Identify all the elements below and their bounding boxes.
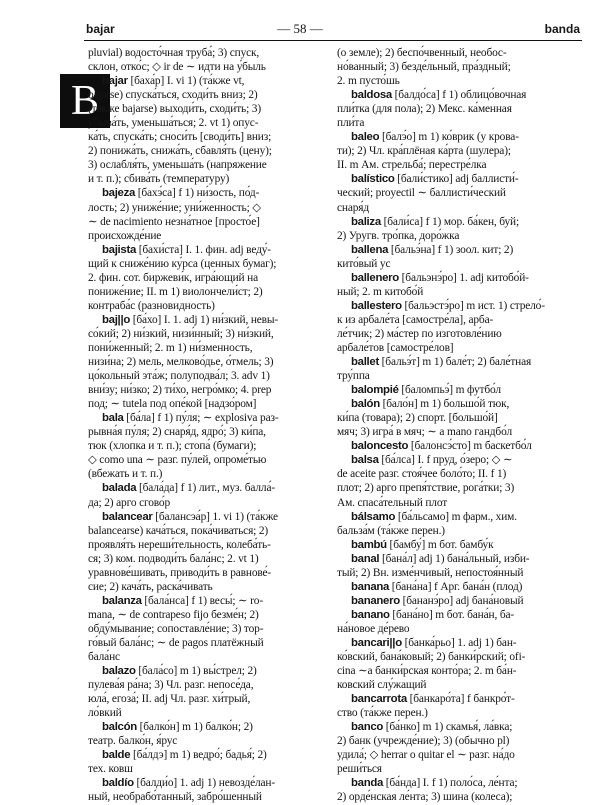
entry-text: сие; 2) кача́ть, раска́чивать [88,580,213,593]
entry-line [337,411,583,425]
entry-text: [бахэ́са] f 1) ни́зость, по́д- [137,187,260,200]
entry-text: бальза́м (та́кже перен.) [337,524,445,537]
entry-text: ко́вский, бана́ковый; 2) банки́рский; ofi- [337,651,526,664]
entry-line [337,538,583,552]
entry-headword: balón [351,398,380,411]
entry-text: мяч; 3) игра́ в мяч; ∼ a mano гандбо́л [337,426,512,439]
entry-text: [балко́н] m 1) балко́н; 2) [139,721,253,734]
entry-line [337,594,583,608]
entry-text: [балансэа́р] 1. vi 1) (та́кже [155,510,278,523]
entry-line [337,102,583,116]
entry-line [88,734,326,748]
entry-text: [ба́нда] I. f 1) поло́са, ле́нта; [385,777,518,790]
entry-line [88,636,326,650]
entry-line [337,172,583,186]
dictionary-entry [337,720,583,776]
entry-line [88,215,326,229]
entry-line [88,439,326,453]
entry-text: происхожде́ние [88,229,162,242]
entry-line [337,580,583,594]
entry-line [337,341,583,355]
entry-text: [бана́л] adj 1) бана́льный, изби- [381,552,530,565]
entry-text: да; 2) арго сгово́р [88,496,171,509]
entry-text: [бальэнэ́ро] 1. adj китобо́й- [401,271,529,284]
dictionary-entry [337,776,583,804]
entry-line [88,313,326,327]
entry-line [337,748,583,762]
entry-line [88,664,326,678]
entry-text: контраба́с (разновидность) [88,299,215,312]
entry-text: [ба́нко] m 1) скамья́, ла́вка; [385,721,513,734]
entry-text: ле́тчик; 2) ма́стер по изготовле́нию [337,327,502,340]
dictionary-entry [88,46,326,74]
entry-line [88,186,326,200]
entry-line [88,46,326,60]
entry-text: удила́; ◇ herrar o quitar el ∼ разг. на́до [337,749,515,762]
entry-text: 2. фин. сот. биржеви́к, игра́ющий на [88,271,259,284]
dictionary-entry [337,608,583,636]
entry-line [337,144,583,158]
entry-line [88,341,326,355]
entry-text: тый; 2) Вн. изме́нчивый, непостоя́нный [337,566,524,579]
entry-text: на́новое де́рево [337,622,410,635]
entry-line [88,299,326,313]
entry-text: [бамбу́] m бот. бамбу́к [389,538,494,551]
entry-text: [баха́р] I. vi 1) (та́кже vt, [130,75,245,88]
entry-line [337,496,583,510]
entry-line [337,201,583,215]
entry-text: [ба́хо] I. 1. adj 1) ни́зкий, невы- [132,313,279,326]
entry-headword: balanza [102,594,142,607]
entry-line [337,186,583,200]
entry-text: 2) Уругв. тро́пка, доро́жка [337,229,460,242]
dictionary-entry [88,594,326,664]
entry-line [88,524,326,538]
entry-text: снаря́д [337,201,370,214]
entry-line [337,734,583,748]
entry-line [337,383,583,397]
dictionary-entry [88,243,326,313]
dictionary-entry [88,74,326,186]
entry-text: balancearse) кача́ться, пока́чиваться; 2) [88,524,269,537]
entry-headword: baloncesto [351,440,409,453]
dictionary-entry [88,664,326,720]
entry-line [88,355,326,369]
dictionary-entry [337,88,583,130]
dictionary-entry [337,355,583,383]
entry-line [337,706,583,720]
entry-headword: banano [351,608,390,621]
dictionary-entry [337,552,583,580]
entry-line [337,285,583,299]
entry-text: пулева́я ра́на; 3) Чл. разг. непосе́да, [88,679,254,692]
entry-line [88,467,326,481]
entry-line [337,439,583,453]
entry-text: ческий; proyectil ∼ баллисти́ческий [337,187,506,200]
entry-text: со́кий; 2) ни́зкий, низи́нный; 3) ни́зкий, [88,327,274,340]
entry-line [337,481,583,495]
entry-headword: ballestero [351,299,402,312]
entry-headword: bananero [351,594,400,607]
entry-headword: baleo [351,131,380,144]
entry-line [88,172,326,186]
header-right-guide-word: banda [544,22,580,36]
entry-text: [бали́стико] adj баллисти́- [397,173,519,186]
dictionary-entry [337,636,583,692]
entry-text: de aceite разг. стоя́чее боло́то; II. f 1) [337,468,507,481]
entry-text: театр. балко́н, я́рус [88,735,178,748]
dictionary-entry [337,271,583,299]
entry-line [88,706,326,720]
entry-line [337,60,583,74]
entry-text: [бали́са] f 1) мор. ба́кен, буй; [383,215,520,228]
entry-line [88,566,326,580]
entry-text: тюк (хлопка и т. п.); стопа́ (бумаги); [88,440,257,453]
entry-text: ◇ como una ∼ разг. пу́лей, опроме́тью [88,454,267,467]
entry-text: пли́тка (для пола); 2) Мекс. ка́менная [337,103,512,116]
entry-line [88,538,326,552]
entry-headword: bambú [351,538,387,551]
entry-line [88,580,326,594]
entry-line [337,271,583,285]
dictionary-entry [337,383,583,397]
dictionary-entry [88,748,326,776]
entry-text: тех. ковш [88,763,133,776]
entry-line [337,636,583,650]
dictionary-entry [337,538,583,552]
entry-headword: balompié [351,384,399,397]
entry-text: cina ∼a банки́рская конто́ра; 2. m ба́н- [337,665,517,678]
entry-text: го́вый бала́нс; ∼ de pagos платёжный [88,636,264,649]
entry-text: II. m Ам. стрельба́; перестре́лка [337,159,487,172]
entry-text: тру́ппа [337,370,370,383]
entry-text: pluvial) водосто́чная труба́; 3) спуск, [88,47,260,59]
entry-line [337,327,583,341]
entry-text: [бананэ́ро] adj бана́новый [402,594,524,607]
entry-text: 2. m пусто́шь [337,75,400,88]
entry-line [337,299,583,313]
entry-line [337,467,583,481]
entry-line [88,411,326,425]
entry-line [337,229,583,243]
entry-headword: banal [351,552,380,565]
page-number: — 58 — [277,21,323,36]
entry-line [88,678,326,692]
entry-text: [бана́но] m бот. бана́н, ба- [392,608,515,621]
dictionary-entry [337,397,583,439]
entry-text: и т. п.); сбива́ть (температуру) [88,173,230,186]
entry-headword: balístico [351,173,395,186]
entry-headword: baldosa [351,89,392,102]
entry-text: кито́вый ус [337,257,391,270]
entry-line [337,369,583,383]
entry-text: [балэ́о] m 1) ко́врик (у крова- [381,131,519,144]
entry-text: рывна́я пу́ля; 2) снаря́д, ядро́; 3) ки́па, [88,426,266,439]
entry-line [88,102,326,116]
dictionary-entry [88,186,326,242]
entry-text: [банка́рьо] 1. adj 1) бан- [404,636,517,649]
entry-text: пониже́ние; II. m 1) виолончели́ст; 2) [88,285,263,298]
entry-headword: baj||o [102,313,130,326]
entry-text: ло́вкий [88,707,122,720]
entry-text: проявля́ть нереши́тельность, колеба́ть- [88,538,271,551]
entry-line [88,608,326,622]
entry-text: [бахи́ста] I. 1. фин. adj веду́- [138,243,271,256]
entry-text: [ба́льсамо] m фарм., хим. [397,510,517,523]
entry-text: юла́, егоза́; II. adj Чл. разг. хи́трый, [88,693,251,706]
entry-text: низи́на; 2) мель, мелково́дье, о́тмель; 3) [88,356,274,369]
entry-text: [бальэ́т] m 1) бале́т; 2) бале́тная [381,356,532,369]
entry-headword: bancari||o [351,636,402,649]
entry-line [88,243,326,257]
entry-line [337,692,583,706]
entry-text: 2) орде́нская ле́нта; 3) шина (колеса); [337,791,513,804]
dictionary-entry [337,692,583,720]
entry-text: ся; 3) ком. подводи́ть бала́нс; 2. vt 1) [88,552,259,565]
entry-headword: balsa [351,454,379,467]
entry-line [337,74,583,88]
entry-text: пони́женный; 2. m 1) ни́зменность, [88,341,253,354]
entry-line [88,158,326,172]
entry-line [337,257,583,271]
entry-text: [бало́н] m 1) большо́й тюк, [382,398,510,411]
entry-text: обду́мывание; сопоставле́ние; 3) тор- [88,622,264,635]
entry-text: вни́зу; ни́зко; 2) ти́хо, негро́мко; 4. prep [88,384,272,397]
header-rule [84,40,582,41]
entry-line [88,271,326,285]
entry-line [88,285,326,299]
entry-headword: bajeza [102,187,136,200]
entry-line [337,664,583,678]
dictionary-entry [88,313,326,411]
entry-headword: balde [102,749,131,762]
entry-text: плот; 2) арго препя́тствие, рога́тки; 3) [337,482,515,495]
entry-headword: banco [351,721,384,734]
entry-text: ки́па (товара); 2) спорт. [большо́й] [337,412,498,425]
entry-line [337,46,583,60]
entry-text: [ба́лса] I. f пруд, о́зеро; ◇ ∼ [381,454,513,467]
entry-line [88,594,326,608]
entry-headword: bajista [102,243,136,256]
entry-text: bajarse) спуска́ться, сходи́ть вниз; 2) [88,89,258,102]
entry-text: ка́ть, спуска́ть; сноси́ть [своди́ть] вниз; [88,131,272,144]
entry-line [88,130,326,144]
entry-line [337,355,583,369]
entry-line [88,383,326,397]
entry-text: к из арбале́та [самостре́ла], арба- [337,313,494,326]
dictionary-entry [337,243,583,271]
entry-line [88,229,326,243]
entry-line [88,88,326,102]
entry-text: убыва́ть, уменьша́ться; 2. vt 1) опус- [88,117,259,130]
entry-text: склон, отко́с; ◇ ir de ∼ идти на у́быль [88,61,266,74]
entry-headword: balazo [102,665,136,678]
dictionary-entry [337,510,583,538]
entry-line [88,776,326,790]
entry-text: [бальэ́на] f 1) зоол. кит; 2) [390,243,514,256]
dictionary-entry [88,411,326,481]
entry-text: [бала́да] f 1) лит., муз. балла́- [139,482,276,495]
entry-text: арбале́тов [самостре́лов] [337,341,454,354]
left-column [88,46,326,804]
dictionary-entry [337,215,583,243]
entry-headword: baldío [102,777,134,790]
entry-line [88,397,326,411]
entry-text: ный, необрабо́танный, забро́шенный [88,791,262,804]
entry-text: лость; 2) униже́ние; уни́женность; ◇ [88,201,261,214]
entry-line [337,158,583,172]
entry-line [337,790,583,804]
entry-text: реши́ться [337,763,382,776]
entry-text: [ба́ла] f 1) пу́ля; ∼ explosiva раз- [126,412,279,425]
dictionary-entry [337,439,583,453]
entry-line [88,692,326,706]
entry-line [337,510,583,524]
dictionary-entry [88,776,326,804]
entry-line [88,552,326,566]
entry-headword: bajar [102,75,128,88]
entry-line [88,74,326,88]
entry-line [88,762,326,776]
dictionary-entry [337,299,583,355]
entry-line [88,425,326,439]
entry-text: [бала́со] m 1) вы́стрел; 2) [138,665,257,678]
entry-line [88,720,326,734]
entry-text: mana, ∼ de contrapeso fijo безме́н; 2) [88,608,259,621]
entry-line [337,776,583,790]
entry-line [88,496,326,510]
entry-text: под; ∼ tutela под опе́кой [надзо́ром] [88,398,257,411]
entry-line [88,790,326,804]
entry-text: [балонсэ́сто] m баскетбо́л [410,440,532,453]
entry-line [337,215,583,229]
entry-line [88,144,326,158]
entry-line [88,369,326,383]
entry-line [337,552,583,566]
entry-line [88,748,326,762]
entry-line [337,622,583,636]
entry-line [337,524,583,538]
dictionary-entry [337,130,583,172]
entry-text: бала́нс [88,651,120,664]
entry-text: пли́та [337,117,365,130]
dictionary-entry [337,172,583,214]
entry-text: [балди́о] 1. adj 1) невозде́лан- [136,777,276,790]
entry-line [337,243,583,257]
entry-line [337,650,583,664]
entry-line [337,425,583,439]
dictionary-entry [337,594,583,608]
entry-line [337,678,583,692]
entry-headword: ballena [351,243,389,256]
entry-headword: banana [351,580,390,593]
dictionary-entry [88,720,326,748]
entry-line [88,327,326,341]
entry-line [337,608,583,622]
entry-line [88,481,326,495]
entry-text: [бала́нса] f 1) весы́; ∼ ro- [144,594,263,607]
entry-headword: balada [102,482,137,495]
entry-text: ти); 2) Чл. кра́плёная ка́рта (шулера); [337,145,511,158]
entry-text: [банкаро́та] f банкро́т- [409,693,515,706]
entry-line [88,510,326,524]
entry-text: ковский слу́жащий [337,679,427,692]
dictionary-entry [337,46,583,88]
entry-line [88,257,326,271]
entry-line [337,88,583,102]
entry-text: [балдо́са] f 1) облицо́вочная [394,89,527,102]
entry-text: [бальэстэ́ро] m ист. 1) стрело́- [404,299,545,312]
entry-line [88,650,326,664]
entry-text: 2) банк (учрежде́ние); 3) (обычно pl) [337,735,510,748]
entry-line [337,130,583,144]
entry-headword: bancarrota [351,693,407,706]
entry-headword: bala [102,412,124,425]
entry-headword: baliza [351,215,381,228]
entry-line [88,60,326,74]
dictionary-entry [88,510,326,594]
entry-text: 3) ослабля́ть, уменьша́ть (напряжение [88,159,267,172]
entry-line [88,453,326,467]
entry-text: уравнове́шивать, приводи́ть в равнове́- [88,566,272,579]
section-letter-tab: B [60,74,110,128]
entry-text: (о земле); 2) беспо́чвенный, необос- [337,47,507,59]
entry-headword: bálsamo [351,510,396,523]
dictionary-entry [337,580,583,594]
entry-text: 2) понижа́ть, снижа́ть, сбавля́ть (цену); [88,145,272,158]
entry-line [88,622,326,636]
entry-line [88,116,326,130]
entry-text: Ам. спаса́тельный плот [337,496,448,509]
entry-text: цо́кольный эта́ж; полуподва́л; 3. adv 1) [88,370,270,383]
entry-headword: ballet [351,356,379,369]
entry-text: щий к сниже́нию ку́рса (ценных бумаг); [88,257,277,270]
entry-text: но́ванный; 3) безде́льный, пра́здный; [337,61,511,74]
entry-text: (та́кже bajarse) выходи́ть, сходи́ть; 3) [88,103,261,116]
entry-text: (вбежать и т. п.) [88,468,163,481]
entry-line [337,566,583,580]
entry-headword: balancear [102,510,153,523]
entry-line [337,397,583,411]
entry-text: ство (та́кже перен.) [337,707,428,720]
dictionary-entry [337,453,583,509]
entry-text: [бана́на] f Арг. бана́н (плод) [391,580,523,593]
entry-line [337,720,583,734]
header-left-guide-word: bajar [86,22,115,36]
entry-text: [ба́лдэ] m 1) ведро́; бадья́; 2) [132,749,267,762]
dictionary-entry [88,481,326,509]
entry-line [337,453,583,467]
entry-line [337,313,583,327]
entry-text: ∼ de nacimiento незна́тное [просто́е] [88,215,260,228]
entry-line [337,116,583,130]
entry-line [337,762,583,776]
entry-headword: ballenero [351,271,399,284]
right-column [337,46,583,804]
entry-text: ный; 2. m китобо́й [337,285,424,298]
entry-headword: balcón [102,721,137,734]
entry-headword: banda [351,777,384,790]
entry-line [88,201,326,215]
entry-text: [баломпьэ́] m футбо́л [401,384,501,397]
